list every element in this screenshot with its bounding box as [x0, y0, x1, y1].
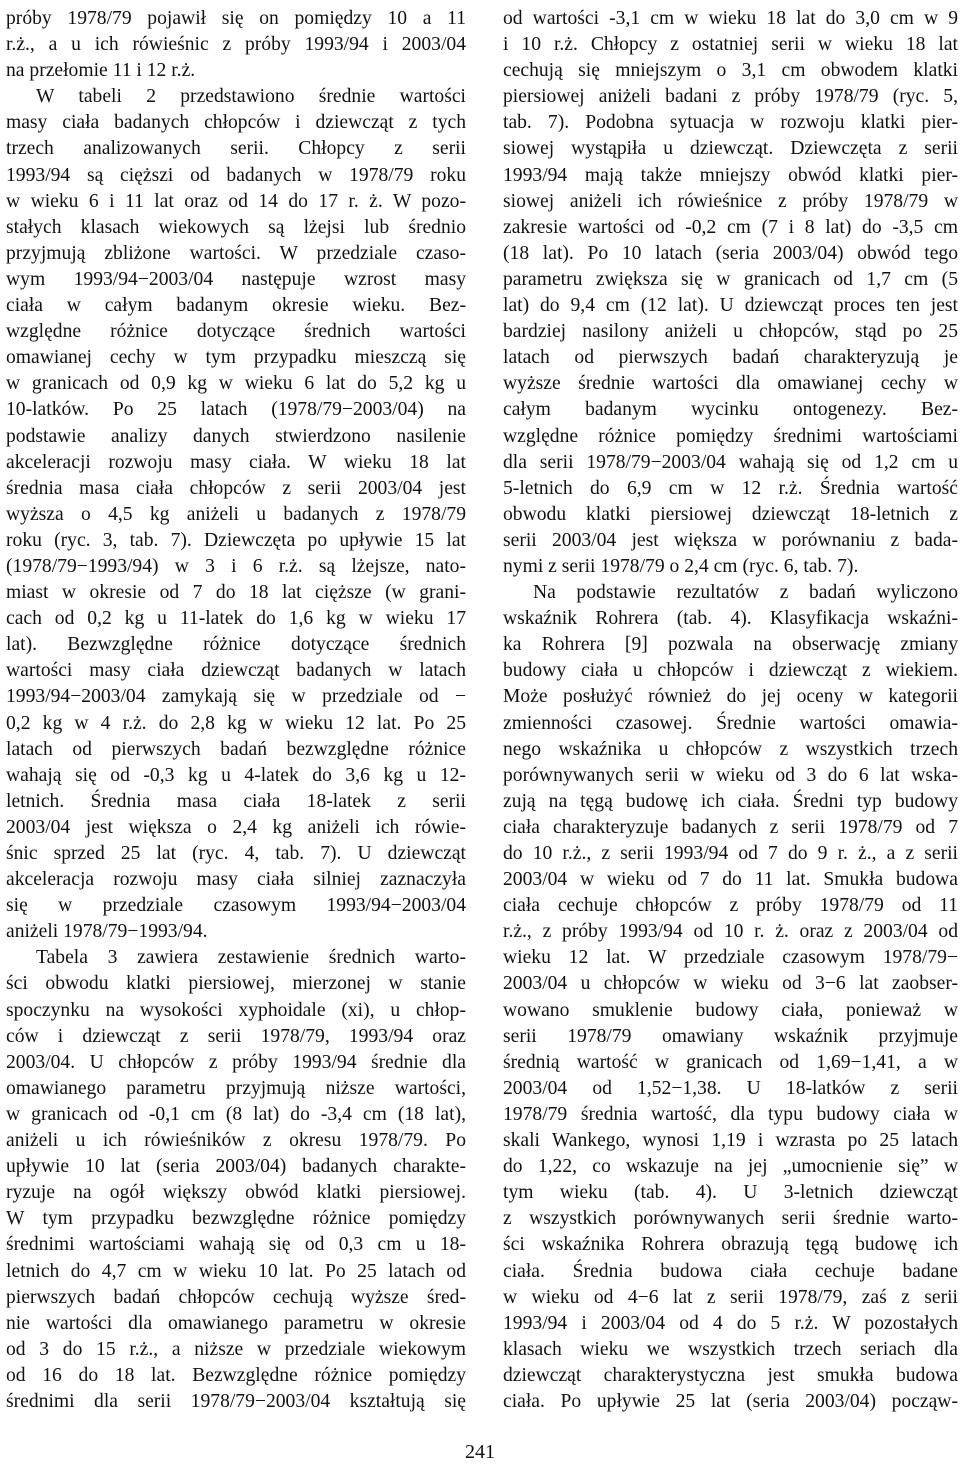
text-line: roku (ryc. 3, tab. 7). Dziewczęta po upływie 15 lat	[6, 529, 466, 551]
text-line: latach od pierwszych badań bezwzględne różnice	[6, 738, 466, 760]
text-line: upływie 10 lat (seria 2003/04) badanych charakte-	[6, 1156, 466, 1178]
text-line: do 10 r.ż., z serii 1993/94 od 7 do 9 r. ż., a z serii	[503, 843, 958, 864]
text-line: r.ż., z próby 1993/94 od 10 r. ż. oraz z 2003/04 od	[503, 921, 958, 943]
text-line: (18 lat). Po 10 latach (seria 2003/04) obwód tego	[503, 242, 958, 264]
text-line: 2003/04 od 1,52−1,38. U 18-latków z serii	[503, 1077, 958, 1099]
text-line: W tym przypadku bezwzględne różnice pomiędzy	[6, 1208, 466, 1230]
text-line: dziewcząt charakterystyczna jest smukła budowa	[503, 1364, 958, 1386]
text-line: piersiowej aniżeli badani z próby 1978/79 (ryc. 5,	[503, 86, 958, 108]
right-text-column	[503, 6, 958, 1415]
text-line: zmienności czasowej. Średnie wartości omawia-	[503, 712, 958, 734]
text-line: wyższe średnie wartości dla omawianej cechy w	[503, 373, 958, 395]
text-line: Tabela 3 zawiera zestawienie średnich warto-	[36, 947, 466, 969]
text-line: podstawie analizy danych stwierdzono nasilenie	[6, 425, 466, 447]
text-line: śnic sprzed 25 lat (ryc. 4, tab. 7). U dziewcząt	[6, 843, 466, 864]
text-line: aniżeli 1978/79−1993/94.	[6, 921, 208, 943]
text-line: r.ż., a u ich rówieśnic z próby 1993/94 i 2003/04	[6, 34, 466, 56]
text-line: nie wartości dla omawianego parametru w okresie	[6, 1312, 466, 1334]
text-line: w wieku od 4−6 lat z serii 1978/79, zaś z serii	[503, 1286, 958, 1308]
text-line: Może posłużyć również do jej oceny w kategorii	[503, 686, 958, 708]
text-line: ryzuje na ogół większy obwód klatki piersiowej.	[6, 1182, 466, 1204]
text-line: klasach wieku we wszystkich trzech seriach dla	[503, 1338, 958, 1360]
text-line: względne różnice dotyczące średnich wartości	[6, 321, 466, 343]
text-line: akceleracja rozwoju masy ciała silniej zaznaczyła	[6, 869, 466, 891]
text-line: spoczynku na wysokości xyphoidale (xi), u chłop-	[6, 999, 466, 1021]
text-line: i 10 r.ż. Chłopcy z ostatniej serii w wieku 18 lat	[503, 34, 958, 56]
text-line: od 3 do 15 r.ż., a niższe w przedziale wiekowym	[6, 1338, 466, 1360]
text-line: omawianego parametru przyjmują niższe wartości,	[6, 1077, 466, 1099]
text-line: całym badanym wycinku ontogenezy. Bez-	[503, 399, 958, 421]
text-line: cach od 0,2 kg u 11-latek do 1,6 kg w wieku 17	[6, 608, 466, 630]
text-line: 1993/94 są cięższi od badanych w 1978/79 roku	[6, 164, 466, 186]
text-line: 2003/04 jest większa o 2,4 kg aniżeli ich rówie-	[6, 816, 466, 838]
text-line: wartości masy ciała dziewcząt badanych w latach	[6, 660, 466, 682]
text-line: budowy ciała u chłopców i dziewcząt z wiekiem.	[503, 660, 958, 682]
text-line: próby 1978/79 pojawił się on pomiędzy 10 a 11	[6, 8, 466, 29]
text-line: od 16 do 18 lat. Bezwzględne różnice pomiędzy	[6, 1364, 466, 1386]
text-line: W tabeli 2 przedstawiono średnie wartości	[36, 86, 466, 108]
text-line: do 1,22, co wskazuje na jej „umocnienie się” w	[503, 1156, 958, 1178]
text-line: 2003/04. U chłopców z próby 1993/94 średnie dla	[6, 1051, 466, 1073]
text-line: przyjmują zbliżone wartości. W przedziale czaso-	[6, 242, 466, 264]
text-line: 5-letnich do 6,9 cm w 12 r.ż. Średnia wartość	[503, 477, 958, 499]
text-line: masy ciała badanych chłopców i dziewcząt z tych	[6, 112, 466, 134]
text-line: ciała w całym badanym okresie wieku. Bez-	[6, 295, 466, 317]
text-line: wym 1993/94−2003/04 następuje wzrost masy	[6, 268, 466, 290]
text-line: średnią wartość w granicach od 1,69−1,41, a w	[503, 1051, 958, 1073]
text-line: nymi z serii 1978/79 o 2,4 cm (ryc. 6, tab. 7).	[503, 555, 859, 577]
text-line: siowej wystąpiła u dziewcząt. Dziewczęta z serii	[503, 138, 958, 160]
text-line: wahają się od -0,3 kg u 4-latek do 3,6 kg u 12-	[6, 764, 466, 786]
text-line: ciała. Po upływie 25 lat (seria 2003/04) począw-	[503, 1390, 958, 1412]
text-line: od wartości -3,1 cm w wieku 18 lat do 3,0 cm w 9	[503, 8, 958, 29]
text-line: ciała. Średnia budowa ciała cechuje badane	[503, 1260, 958, 1282]
text-line: ści obwodu klatki piersiowej, mierzonej w stanie	[6, 973, 466, 995]
text-line: 10-latków. Po 25 latach (1978/79−2003/04) na	[6, 399, 466, 421]
text-line: w granicach od -0,1 cm (8 lat) do -3,4 cm (18 lat),	[6, 1103, 466, 1125]
text-line: na przełomie 11 i 12 r.ż.	[6, 60, 196, 82]
text-line: wskaźnik Rohrera (tab. 4). Klasyfikacja wskaźni-	[503, 608, 958, 630]
text-line: wowano smuklenie budowy ciała, ponieważ w	[503, 999, 958, 1021]
text-line: nego wskaźnika u chłopców z wszystkich trzech	[503, 738, 958, 760]
text-line: ści wskaźnika Rohrera obrazują tęgą budowę ich	[503, 1234, 958, 1256]
text-line: serii 1978/79 omawiany wskaźnik przyjmuje	[503, 1025, 958, 1047]
text-line: średnimi wartościami wahają się od 0,3 cm u 18-	[6, 1234, 466, 1256]
text-line: parametru zwiększa się w granicach od 1,7 cm (5	[503, 268, 958, 290]
text-line: względne różnice pomiędzy średnimi wartościami	[503, 425, 958, 447]
text-line: średnimi dla serii 1978/79−2003/04 kształtują się	[6, 1390, 466, 1412]
text-line: wyższa o 4,5 kg aniżeli u badanych z 1978/79	[6, 503, 466, 525]
text-line: siowej aniżeli ich rówieśnice z próby 1978/79 w	[503, 190, 958, 212]
text-line: ka Rohrera [9] pozwala na obserwację zmiany	[503, 634, 958, 656]
text-line: aniżeli u ich rówieśników z okresu 1978/79. Po	[6, 1130, 466, 1152]
text-line: obwodu klatki piersiowej dziewcząt 18-letnich z	[503, 503, 958, 525]
text-line: 2003/04 u chłopców w wieku od 3−6 lat zaobser-	[503, 973, 958, 995]
text-line: tab. 7). Podobna sytuacja w rozwoju klatki pier-	[503, 112, 958, 134]
text-line: ciała charakteryzuje badanych z serii 1978/79 od 7	[503, 816, 958, 838]
text-line: bardziej nasilony aniżeli u chłopców, stąd po 25	[503, 321, 958, 343]
text-line: 2003/04 w wieku od 7 do 11 lat. Smukła budowa	[503, 869, 958, 891]
text-line: ców i dziewcząt z serii 1978/79, 1993/94 oraz	[6, 1025, 466, 1047]
text-line: trzech analizowanych serii. Chłopcy z serii	[6, 138, 466, 160]
text-line: dla serii 1978/79−2003/04 wahają się od 1,2 cm u	[503, 451, 958, 473]
text-line: w granicach od 0,9 kg w wieku 6 lat do 5,2 kg u	[6, 373, 466, 395]
text-line: lat) do 9,4 cm (12 lat). U dziewcząt proces ten jest	[503, 295, 958, 317]
text-line: latach od pierwszych badań charakteryzują je	[503, 347, 958, 369]
text-line: (1978/79−1993/94) w 3 i 6 r.ż. są lżejsze, nato-	[6, 555, 466, 577]
left-text-column	[6, 6, 466, 1415]
text-line: 1993/94 i 2003/04 od 4 do 5 r.ż. W pozostałych	[503, 1312, 958, 1334]
text-line: z wszystkich porównywanych serii średnie warto-	[503, 1208, 958, 1230]
text-line: tym wieku (tab. 4). U 3-letnich dziewcząt	[503, 1182, 958, 1204]
text-line: miast w okresie od 7 do 18 lat cięższe (w grani-	[6, 582, 466, 604]
text-line: lat). Bezwzględne różnice dotyczące średnich	[6, 634, 466, 656]
text-line: akceleracji rozwoju masy ciała. W wieku 18 lat	[6, 451, 466, 473]
text-line: 1993/94−2003/04 zamykają się w przedziale od −	[6, 686, 466, 708]
text-line: letnich. Średnia masa ciała 18-latek z serii	[6, 790, 466, 812]
text-line: letnich do 4,7 cm w wieku 10 lat. Po 25 latach od	[6, 1260, 466, 1282]
text-line: skali Wankego, wynosi 1,19 i wzrasta po 25 latach	[503, 1130, 958, 1152]
text-line: serii 2003/04 jest większa w porównaniu z bada-	[503, 529, 958, 551]
text-line: w wieku 6 i 11 lat oraz od 14 do 17 r. ż. W pozo-	[6, 190, 466, 212]
text-line: średnia masa ciała chłopców z serii 2003/04 jest	[6, 477, 466, 499]
text-line: omawianej cechy w tym przypadku mieszczą się	[6, 347, 466, 369]
text-line: pierwszych badań chłopców cechują wyższe śred-	[6, 1286, 466, 1308]
text-line: porównywanych serii w wieku od 3 do 6 lat wska-	[503, 764, 958, 786]
text-line: 1978/79 średnia wartość, dla typu budowy ciała w	[503, 1103, 958, 1125]
text-line: zakresie wartości od -0,2 cm (7 i 8 lat) do -3,5 cm	[503, 216, 958, 238]
text-line: cechują się mniejszym o 3,1 cm obwodem klatki	[503, 60, 958, 82]
text-line: się w przedziale czasowym 1993/94−2003/04	[6, 895, 466, 917]
text-line: ciała cechuje chłopców z próby 1978/79 od 11	[503, 895, 958, 917]
page-number: 241	[465, 1441, 495, 1463]
text-line: Na podstawie rezultatów z badań wyliczono	[533, 582, 958, 604]
text-line: 0,2 kg w 4 r.ż. do 2,8 kg w wieku 12 lat. Po 25	[6, 712, 466, 734]
text-line: wieku 12 lat. W przedziale czasowym 1978/79−	[503, 947, 958, 969]
text-line: stałych klasach wiekowych są lżejsi lub średnio	[6, 216, 466, 238]
text-line: 1993/94 mają także mniejszy obwód klatki pier-	[503, 164, 958, 186]
text-line: zują na tęgą budowę ich ciała. Średni typ budowy	[503, 790, 958, 812]
